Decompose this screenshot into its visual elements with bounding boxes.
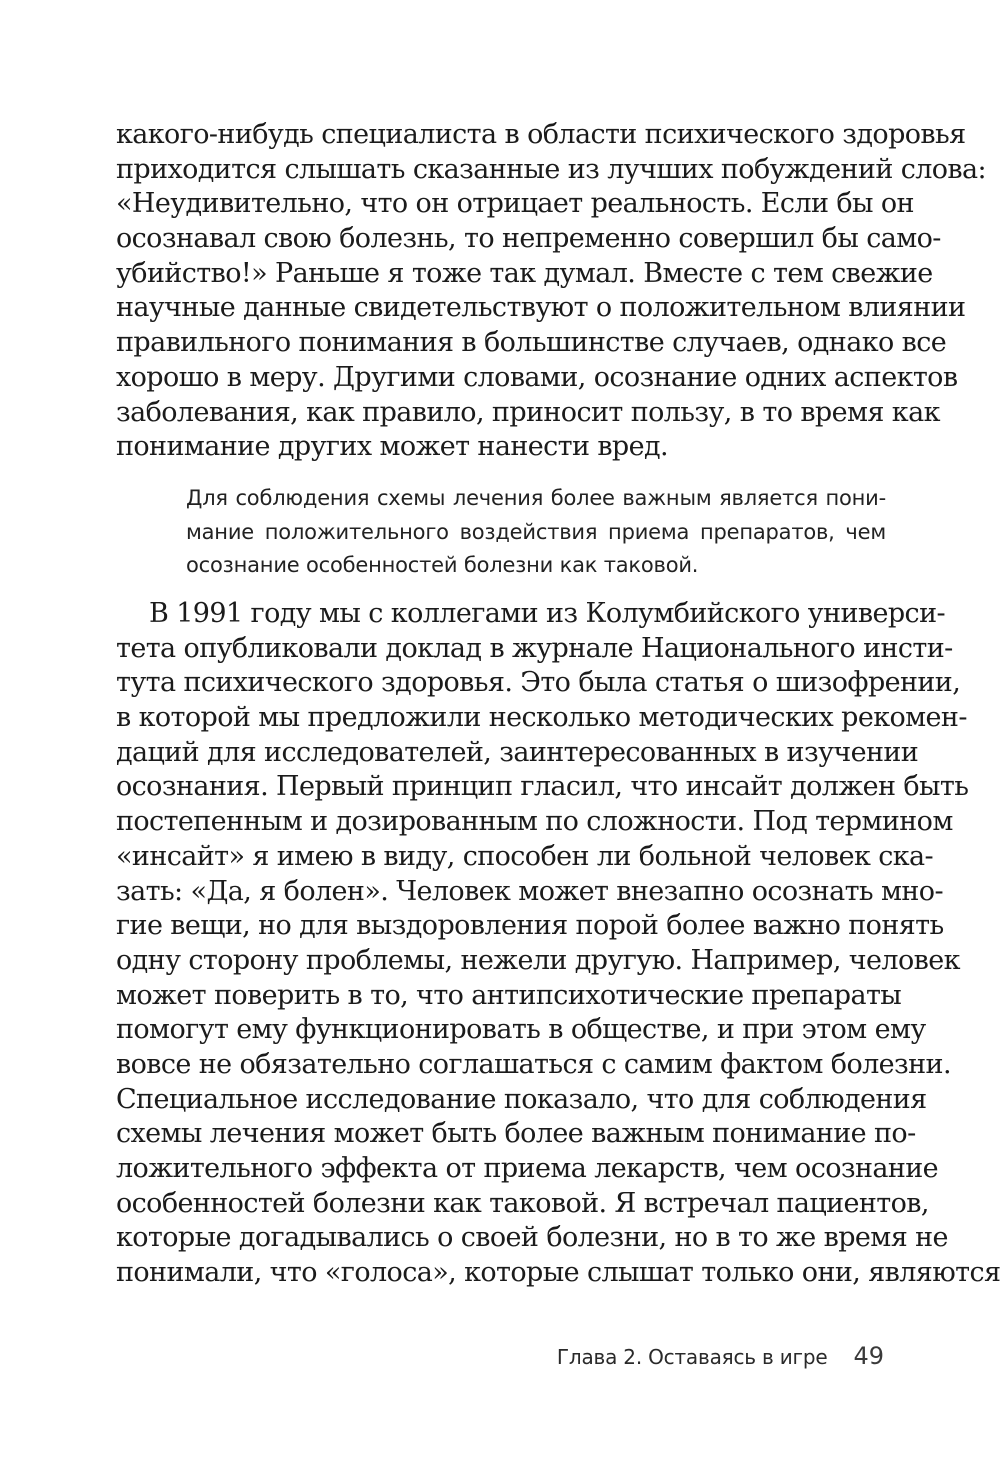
text-line: одну сторону проблемы, нежели другую. Например, человек	[116, 944, 960, 976]
text-line: гие вещи, но для выздоровления порой более важно понять	[116, 910, 944, 942]
body-paragraph	[116, 118, 987, 465]
text-line: может поверить в то, что антипсихотические препараты	[116, 979, 902, 1011]
text-line: В 1991 году мы с коллегами из Колумбийского универси-	[149, 598, 945, 629]
text-line: осознания. Первый принцип гласил, что инсайт должен быть	[116, 771, 969, 803]
text-line: тета опубликовали доклад в журнале Национального инсти-	[116, 632, 953, 664]
text-line: постепенным и дозированным по сложности. Под термином	[116, 806, 953, 838]
text-line: которые догадывались о своей болезни, но в то же время не	[116, 1222, 948, 1254]
text-line: понимали, что «голоса», которые слышат только они, являются	[116, 1257, 1000, 1289]
text-line: «инсайт» я имею в виду, способен ли больной человек ска-	[116, 840, 934, 872]
text-line: понимание других может нанести вред.	[116, 431, 669, 463]
text-line: приходится слышать сказанные из лучших побуждений слова:	[116, 153, 987, 185]
text-line: тута психического здоровья. Это была статья о шизофрении,	[116, 667, 961, 699]
page-number: 49	[853, 1342, 884, 1370]
text-line: научные данные свидетельствуют о положительном влиянии	[116, 292, 966, 324]
text-line: убийство!» Раньше я тоже так думал. Вместе с тем свежие	[116, 257, 933, 289]
text-line: вовсе не обязательно соглашаться с самим фактом болезни.	[116, 1048, 951, 1080]
text-line: осознавал свою болезнь, то непременно совершил бы само-	[116, 223, 941, 255]
page-footer	[557, 1342, 884, 1370]
text-line: даций для исследователей, заинтересованных в изучении	[116, 736, 919, 768]
pull-quote	[186, 482, 886, 583]
text-line: какого-нибудь специалиста в области психического здоровья	[116, 119, 966, 150]
running-footer-chapter: Глава 2. Оставаясь в игре	[556, 1345, 828, 1369]
text-line: в которой мы предложили несколько методических рекомен-	[116, 702, 967, 734]
text-line: заболевания, как правило, приносит пользу, в то время как	[116, 396, 940, 428]
pull-quote-line: мание положительного воздействия приема препаратов, чем	[186, 519, 886, 544]
body-paragraph	[116, 597, 1000, 1291]
text-line: правильного понимания в большинстве случаев, однако все	[116, 327, 947, 359]
text-line: Специальное исследование показало, что для соблюдения	[116, 1083, 927, 1115]
text-line: схемы лечения может быть более важным понимание по-	[116, 1118, 916, 1150]
text-line: помогут ему функционировать в обществе, и при этом ему	[116, 1014, 926, 1046]
pull-quote-line: осознание особенностей болезни как таковой.	[186, 553, 699, 577]
text-line: ложительного эффекта от приема лекарств, чем осознание	[116, 1153, 939, 1184]
text-line: «Неудивительно, что он отрицает реальность. Если бы он	[116, 188, 914, 220]
text-line: хорошо в меру. Другими словами, осознание одних аспектов	[116, 361, 958, 393]
text-line: зать: «Да, я болен». Человек может внезапно осознать мно-	[116, 875, 943, 907]
pull-quote-line: Для соблюдения схемы лечения более важным является пони-	[186, 486, 886, 510]
text-line: особенностей болезни как таковой. Я встречал пациентов,	[116, 1187, 929, 1219]
